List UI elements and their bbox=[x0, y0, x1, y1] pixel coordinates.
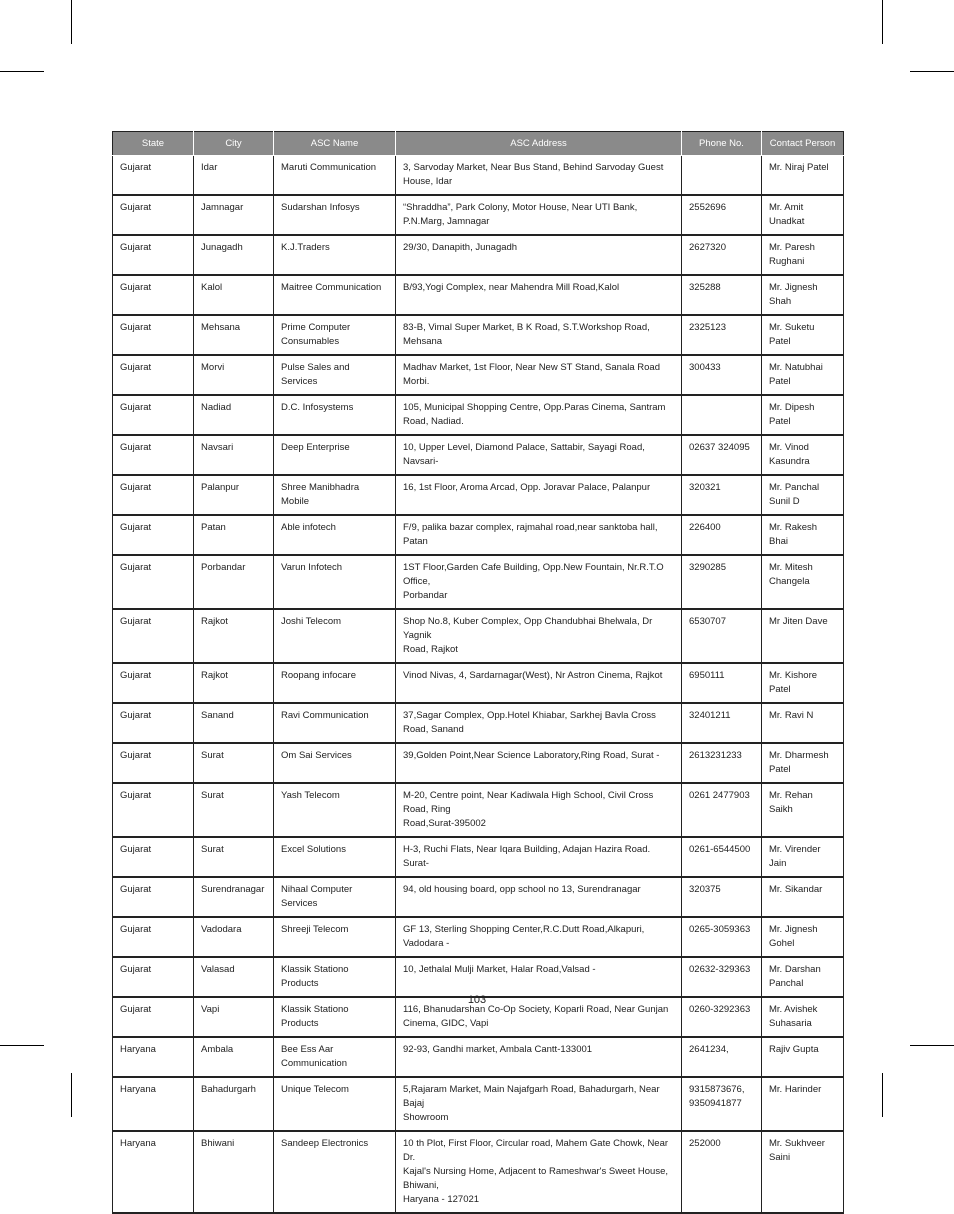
cell-city: Ambala bbox=[194, 1037, 274, 1077]
cell-phone: 32401211 bbox=[682, 703, 762, 743]
cell-asc-address: 94, old housing board, opp school no 13, Surendranagar bbox=[396, 877, 682, 917]
cell-phone: 02637 324095 bbox=[682, 435, 762, 475]
table-row bbox=[113, 475, 844, 515]
cell-state: Gujarat bbox=[113, 877, 194, 917]
table-row bbox=[113, 435, 844, 475]
cell-phone: 9315873676, 9350941877 bbox=[682, 1077, 762, 1131]
cell-asc-address: Vinod Nivas, 4, Sardarnagar(West), Nr Astron Cinema, Rajkot bbox=[396, 663, 682, 703]
cell-asc-name: Excel Solutions bbox=[274, 837, 396, 877]
table-header-row bbox=[113, 132, 844, 156]
cell-asc-address: “Shraddha”, Park Colony, Motor House, Near UTI Bank, P.N.Marg, Jamnagar bbox=[396, 195, 682, 235]
table-row bbox=[113, 663, 844, 703]
cell-asc-address: H-3, Ruchi Flats, Near Iqara Building, Adajan Hazira Road. Surat- bbox=[396, 837, 682, 877]
cell-asc-address: 3, Sarvoday Market, Near Bus Stand, Behind Sarvoday Guest House, Idar bbox=[396, 156, 682, 196]
cell-asc-address: M-20, Centre point, Near Kadiwala High School, Civil Cross Road, Ring Road,Surat-395002 bbox=[396, 783, 682, 837]
cell-asc-name: Klassik Stationo Products bbox=[274, 957, 396, 997]
cell-contact-person: Mr. Kishore Patel bbox=[762, 663, 844, 703]
table-row bbox=[113, 355, 844, 395]
cell-city: Sanand bbox=[194, 703, 274, 743]
crop-mark bbox=[71, 0, 72, 44]
cell-asc-address: Shop No.8, Kuber Complex, Opp Chandubhai Bhelwala, Dr Yagnik Road, Rajkot bbox=[396, 609, 682, 663]
cell-asc-address: F/9, palika bazar complex, rajmahal road,near sanktoba hall, Patan bbox=[396, 515, 682, 555]
cell-asc-address: 10 th Plot, First Floor, Circular road, Mahem Gate Chowk, Near Dr. Kajal's Nursing Home, Adjacent to Rameshwar's Sweet House, Bhiwani, Haryana - 127021 bbox=[396, 1131, 682, 1213]
table-row bbox=[113, 703, 844, 743]
cell-asc-address: 5,Rajaram Market, Main Najafgarh Road, Bahadurgarh, Near Bajaj Showroom bbox=[396, 1077, 682, 1131]
cell-asc-name: Able infotech bbox=[274, 515, 396, 555]
table-row bbox=[113, 783, 844, 837]
cell-phone: 02632-329363 bbox=[682, 957, 762, 997]
cell-asc-name: K.J.Traders bbox=[274, 235, 396, 275]
cell-state: Gujarat bbox=[113, 355, 194, 395]
cell-city: Navsari bbox=[194, 435, 274, 475]
cell-city: Surat bbox=[194, 783, 274, 837]
cell-phone: 0261 2477903 bbox=[682, 783, 762, 837]
cell-asc-name: Nihaal Computer Services bbox=[274, 877, 396, 917]
cell-state: Gujarat bbox=[113, 555, 194, 609]
cell-asc-name: Joshi Telecom bbox=[274, 609, 396, 663]
cell-asc-name: Roopang infocare bbox=[274, 663, 396, 703]
table-row bbox=[113, 917, 844, 957]
cell-asc-name: Shreeji Telecom bbox=[274, 917, 396, 957]
cell-phone: 0261-6544500 bbox=[682, 837, 762, 877]
cell-asc-name: Maitree Communication bbox=[274, 275, 396, 315]
table-row bbox=[113, 609, 844, 663]
cell-state: Gujarat bbox=[113, 997, 194, 1037]
table-row bbox=[113, 837, 844, 877]
cell-contact-person: Mr. Paresh Rughani bbox=[762, 235, 844, 275]
cell-state: Gujarat bbox=[113, 837, 194, 877]
cell-asc-name: Yash Telecom bbox=[274, 783, 396, 837]
cell-contact-person: Mr. Jignesh Gohel bbox=[762, 917, 844, 957]
cell-asc-address: 92-93, Gandhi market, Ambala Cantt-133001 bbox=[396, 1037, 682, 1077]
cell-contact-person: Mr. Dharmesh Patel bbox=[762, 743, 844, 783]
header-phone: Phone No. bbox=[682, 132, 762, 156]
cell-state: Gujarat bbox=[113, 315, 194, 355]
cell-asc-address: 10, Jethalal Mulji Market, Halar Road,Valsad - bbox=[396, 957, 682, 997]
cell-state: Gujarat bbox=[113, 609, 194, 663]
cell-state: Gujarat bbox=[113, 156, 194, 196]
cell-state: Gujarat bbox=[113, 195, 194, 235]
cell-contact-person: Mr. Jignesh Shah bbox=[762, 275, 844, 315]
cell-phone: 320375 bbox=[682, 877, 762, 917]
cell-contact-person: Mr. Natubhai Patel bbox=[762, 355, 844, 395]
cell-asc-name: Pulse Sales and Services bbox=[274, 355, 396, 395]
cell-city: Palanpur bbox=[194, 475, 274, 515]
page-number: 103 bbox=[467, 994, 487, 1006]
crop-mark bbox=[0, 1045, 44, 1046]
cell-state: Gujarat bbox=[113, 663, 194, 703]
cell-state: Gujarat bbox=[113, 275, 194, 315]
cell-asc-name: Om Sai Services bbox=[274, 743, 396, 783]
table-row bbox=[113, 957, 844, 997]
cell-city: Valasad bbox=[194, 957, 274, 997]
header-contact-person: Contact Person bbox=[762, 132, 844, 156]
cell-city: Porbandar bbox=[194, 555, 274, 609]
cell-city: Rajkot bbox=[194, 609, 274, 663]
cell-phone: 0260-3292363 bbox=[682, 997, 762, 1037]
cell-phone: 0265-3059363 bbox=[682, 917, 762, 957]
cell-city: Surendranagar bbox=[194, 877, 274, 917]
cell-city: Patan bbox=[194, 515, 274, 555]
cell-city: Idar bbox=[194, 156, 274, 196]
cell-asc-name: D.C. Infosystems bbox=[274, 395, 396, 435]
cell-asc-name: Maruti Communication bbox=[274, 156, 396, 196]
cell-city: Nadiad bbox=[194, 395, 274, 435]
table-row bbox=[113, 877, 844, 917]
cell-asc-address: 116, Bhanudarshan Co-Op Society, Koparli Road, Near Gunjan Cinema, GIDC, Vapi bbox=[396, 997, 682, 1037]
cell-state: Gujarat bbox=[113, 783, 194, 837]
cell-state: Gujarat bbox=[113, 435, 194, 475]
table-row bbox=[113, 235, 844, 275]
cell-contact-person: Mr. Amit Unadkat bbox=[762, 195, 844, 235]
cell-state: Haryana bbox=[113, 1077, 194, 1131]
cell-asc-address: 39,Golden Point,Near Science Laboratory,Ring Road, Surat - bbox=[396, 743, 682, 783]
table-row bbox=[113, 1131, 844, 1213]
cell-phone: 325288 bbox=[682, 275, 762, 315]
crop-mark bbox=[0, 71, 44, 72]
cell-contact-person: Mr. Rakesh Bhai bbox=[762, 515, 844, 555]
cell-phone: 2613231233 bbox=[682, 743, 762, 783]
cell-phone bbox=[682, 156, 762, 196]
cell-phone: 6950111 bbox=[682, 663, 762, 703]
cell-contact-person: Mr. Ravi N bbox=[762, 703, 844, 743]
cell-state: Gujarat bbox=[113, 743, 194, 783]
cell-phone bbox=[682, 395, 762, 435]
cell-asc-address: 1ST Floor,Garden Cafe Building, Opp.New Fountain, Nr.R.T.O Office, Porbandar bbox=[396, 555, 682, 609]
cell-asc-address: 83-B, Vimal Super Market, B K Road, S.T.Workshop Road, Mehsana bbox=[396, 315, 682, 355]
cell-phone: 2627320 bbox=[682, 235, 762, 275]
header-city: City bbox=[194, 132, 274, 156]
cell-contact-person: Mr. Panchal Sunil D bbox=[762, 475, 844, 515]
table-row bbox=[113, 156, 844, 196]
table-row bbox=[113, 555, 844, 609]
cell-asc-name: Varun Infotech bbox=[274, 555, 396, 609]
table-row bbox=[113, 1077, 844, 1131]
cell-contact-person: Mr. Sukhveer Saini bbox=[762, 1131, 844, 1213]
cell-state: Gujarat bbox=[113, 917, 194, 957]
cell-asc-name: Ravi Communication bbox=[274, 703, 396, 743]
cell-contact-person: Mr Jiten Dave bbox=[762, 609, 844, 663]
cell-asc-address: 105, Municipal Shopping Centre, Opp.Paras Cinema, Santram Road, Nadiad. bbox=[396, 395, 682, 435]
cell-contact-person: Mr. Darshan Panchal bbox=[762, 957, 844, 997]
table-row bbox=[113, 1037, 844, 1077]
cell-asc-address: 10, Upper Level, Diamond Palace, Sattabir, Sayagi Road, Navsari- bbox=[396, 435, 682, 475]
cell-state: Gujarat bbox=[113, 515, 194, 555]
cell-asc-address: 29/30, Danapith, Junagadh bbox=[396, 235, 682, 275]
cell-asc-address: 37,Sagar Complex, Opp.Hotel Khiabar, Sarkhej Bavla Cross Road, Sanand bbox=[396, 703, 682, 743]
cell-state: Gujarat bbox=[113, 395, 194, 435]
table-row bbox=[113, 315, 844, 355]
cell-contact-person: Mr. Niraj Patel bbox=[762, 156, 844, 196]
cell-asc-address: GF 13, Sterling Shopping Center,R.C.Dutt Road,Alkapuri, Vadodara - bbox=[396, 917, 682, 957]
cell-phone: 3290285 bbox=[682, 555, 762, 609]
cell-state: Haryana bbox=[113, 1131, 194, 1213]
cell-asc-name: Sudarshan Infosys bbox=[274, 195, 396, 235]
asc-directory-table bbox=[112, 131, 844, 1214]
table-row bbox=[113, 275, 844, 315]
cell-asc-address: Madhav Market, 1st Floor, Near New ST Stand, Sanala Road Morbi. bbox=[396, 355, 682, 395]
cell-phone: 300433 bbox=[682, 355, 762, 395]
cell-asc-name: Klassik Stationo Products bbox=[274, 997, 396, 1037]
cell-state: Haryana bbox=[113, 1037, 194, 1077]
cell-contact-person: Mr. Sikandar bbox=[762, 877, 844, 917]
cell-asc-name: Sandeep Electronics bbox=[274, 1131, 396, 1213]
cell-city: Surat bbox=[194, 837, 274, 877]
cell-state: Gujarat bbox=[113, 235, 194, 275]
table-row bbox=[113, 195, 844, 235]
table-body bbox=[113, 156, 844, 1214]
cell-contact-person: Mr. Dipesh Patel bbox=[762, 395, 844, 435]
header-asc-name: ASC Name bbox=[274, 132, 396, 156]
header-state: State bbox=[113, 132, 194, 156]
cell-city: Surat bbox=[194, 743, 274, 783]
cell-contact-person: Mr. Vinod Kasundra bbox=[762, 435, 844, 475]
table-row bbox=[113, 743, 844, 783]
cell-asc-name: Unique Telecom bbox=[274, 1077, 396, 1131]
cell-asc-name: Shree Manibhadra Mobile bbox=[274, 475, 396, 515]
crop-mark bbox=[910, 71, 954, 72]
cell-phone: 252000 bbox=[682, 1131, 762, 1213]
cell-city: Bahadurgarh bbox=[194, 1077, 274, 1131]
crop-mark bbox=[910, 1045, 954, 1046]
cell-city: Junagadh bbox=[194, 235, 274, 275]
cell-asc-name: Prime Computer Consumables bbox=[274, 315, 396, 355]
cell-city: Vadodara bbox=[194, 917, 274, 957]
cell-contact-person: Mr. Virender Jain bbox=[762, 837, 844, 877]
cell-phone: 2552696 bbox=[682, 195, 762, 235]
cell-contact-person: Mr. Suketu Patel bbox=[762, 315, 844, 355]
table-row bbox=[113, 515, 844, 555]
cell-city: Bhiwani bbox=[194, 1131, 274, 1213]
cell-contact-person: Mr. Mitesh Changela bbox=[762, 555, 844, 609]
cell-city: Jamnagar bbox=[194, 195, 274, 235]
cell-asc-address: 16, 1st Floor, Aroma Arcad, Opp. Joravar Palace, Palanpur bbox=[396, 475, 682, 515]
cell-state: Gujarat bbox=[113, 475, 194, 515]
cell-phone: 320321 bbox=[682, 475, 762, 515]
cell-city: Morvi bbox=[194, 355, 274, 395]
crop-mark bbox=[71, 1073, 72, 1117]
cell-phone: 226400 bbox=[682, 515, 762, 555]
cell-contact-person: Mr. Rehan Saikh bbox=[762, 783, 844, 837]
cell-city: Rajkot bbox=[194, 663, 274, 703]
cell-phone: 2641234, bbox=[682, 1037, 762, 1077]
cell-asc-name: Bee Ess Aar Communication bbox=[274, 1037, 396, 1077]
cell-contact-person: Rajiv Gupta bbox=[762, 1037, 844, 1077]
header-asc-address: ASC Address bbox=[396, 132, 682, 156]
cell-phone: 2325123 bbox=[682, 315, 762, 355]
cell-contact-person: Mr. Avishek Suhasaria bbox=[762, 997, 844, 1037]
cell-phone: 6530707 bbox=[682, 609, 762, 663]
crop-mark bbox=[882, 0, 883, 44]
cell-asc-name: Deep Enterprise bbox=[274, 435, 396, 475]
cell-city: Vapi bbox=[194, 997, 274, 1037]
cell-city: Kalol bbox=[194, 275, 274, 315]
crop-mark bbox=[882, 1073, 883, 1117]
cell-city: Mehsana bbox=[194, 315, 274, 355]
cell-asc-address: B/93,Yogi Complex, near Mahendra Mill Road,Kalol bbox=[396, 275, 682, 315]
cell-state: Gujarat bbox=[113, 957, 194, 997]
cell-state: Gujarat bbox=[113, 703, 194, 743]
cell-contact-person: Mr. Harinder bbox=[762, 1077, 844, 1131]
table-row bbox=[113, 395, 844, 435]
